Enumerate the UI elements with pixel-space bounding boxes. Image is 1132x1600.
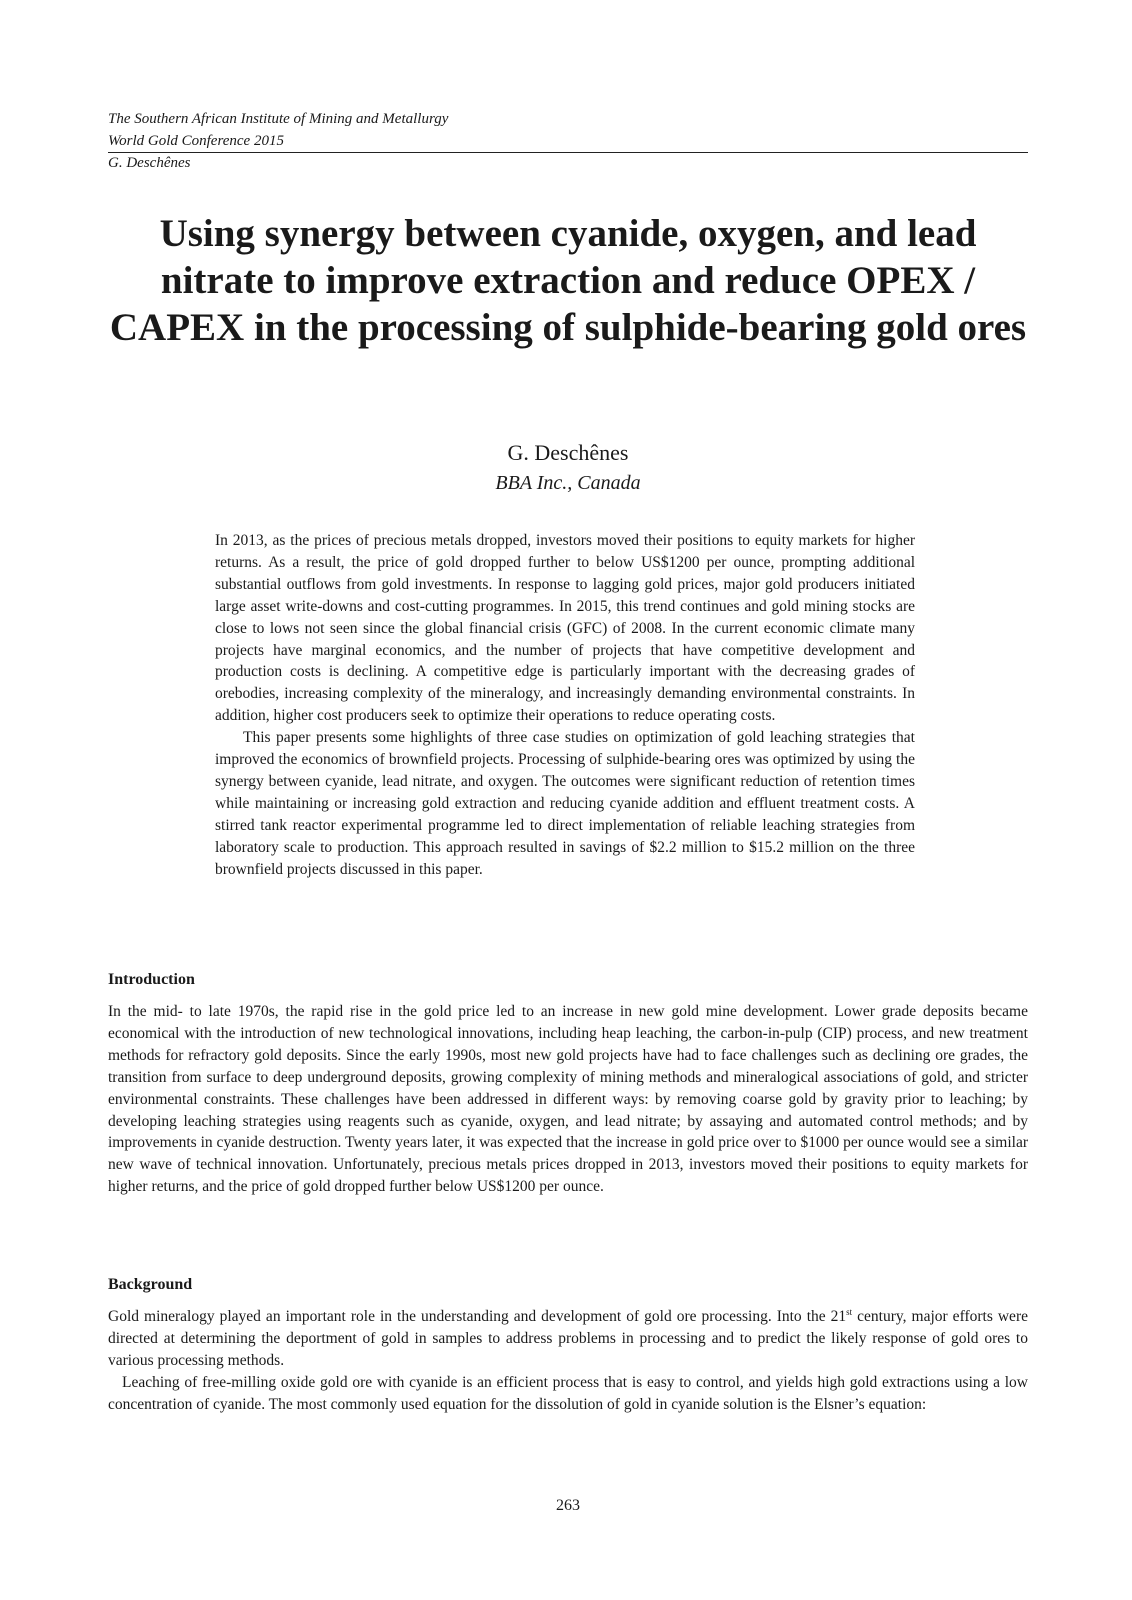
author-affiliation: BBA Inc., Canada	[495, 472, 641, 494]
abstract	[215, 530, 915, 881]
background-paragraph-1-text-a: Gold mineralogy played an important role in the understanding and development of gold ore processing. Into the 21	[108, 1308, 847, 1325]
running-header	[108, 108, 1028, 174]
introduction-body	[108, 1001, 1028, 1198]
header-author: G. Deschênes	[108, 155, 191, 171]
header-rule	[108, 152, 1028, 153]
header-institute: The Southern African Institute of Mining and Metallurgy	[108, 111, 449, 127]
introduction-paragraph-1: In the mid- to late 1970s, the rapid rise in the gold price led to an increase in new gold mine development. Lower grade deposits became economical with the introduction of new technological innovations, including heap leaching, the carbon-in-pulp (CIP) process, and new treatment methods for refractory gold deposits. Since the early 1990s, most new gold projects have had to face challenges such as declining ore grades, the transition from surface to deep underground deposits, growing complexity of mining methods and mineralogical associations of gold, and stricter environmental constraints. These challenges have been addressed in different ways: by removing coarse gold by gravity prior to leaching; by developing leaching strategies using reagents such as cyanide, oxygen, and lead nitrate; by assaying and automated control methods; and by improvements in cyanide destruction. Twenty years later, it was expected that the increase in gold price over to $1000 per ounce would see a similar new wave of technical innovation. Unfortunately, precious metals prices dropped in 2013, investors moved their positions to equity markets for higher returns, and the price of gold dropped further below US$1200 per ounce.	[108, 1003, 1028, 1196]
background-paragraph-1	[108, 1306, 1028, 1372]
background-paragraph-2: Leaching of free-milling oxide gold ore with cyanide is an efficient process that is easy to control, and yields high gold extractions using a low concentration of cyanide. The most commonly used equation for the dissolution of gold in cyanide solution is the Elsner’s equation:	[108, 1373, 1028, 1413]
background-body	[108, 1306, 1028, 1416]
background-paragraph-1-text-b: century, major efforts were directed at determining the deportment of gold in samples to address problems in processing and to predict the likely response of gold ores to various processing methods.	[108, 1308, 1028, 1369]
background-heading: Background	[108, 1276, 193, 1293]
abstract-paragraph-1: In 2013, as the prices of precious metals dropped, investors moved their positions to equity markets for higher returns. As a result, the price of gold dropped further to below US$1200 per ounce, prompting additional substantial outflows from gold investments. In response to lagging gold prices, major gold producers initiated large asset write-downs and cost-cutting programmes. In 2015, this trend continues and gold mining stocks are close to lows not seen since the global financial crisis (GFC) of 2008. In the current economic climate many projects have marginal economics, and the number of projects that have competitive development and production costs is declining. A competitive edge is particularly important with the decreasing grades of orebodies, increasing complexity of the mineralogy, and increasingly demanding environmental constraints. In addition, higher cost producers seek to optimize their operations to reduce operating costs.	[215, 532, 915, 725]
author-name: G. Deschênes	[507, 440, 629, 465]
header-conference: World Gold Conference 2015	[108, 133, 284, 149]
introduction-heading: Introduction	[108, 971, 195, 988]
abstract-paragraph-2: This paper presents some highlights of three case studies on optimization of gold leaching strategies that improved the economics of brownfield projects. Processing of sulphide-bearing ores was optimized by using the synergy between cyanide, lead nitrate, and oxygen. The outcomes were significant reduction of retention times while maintaining or increasing gold extraction and reducing cyanide addition and effluent treatment costs. A stirred tank reactor experimental programme led to direct implementation of reliable leaching strategies from laboratory scale to production. This approach resulted in savings of $2.2 million to $15.2 million on the three brownfield projects discussed in this paper.	[215, 729, 915, 878]
paper-title: Using synergy between cyanide, oxygen, and lead nitrate to improve extraction and reduce OPEX / CAPEX in the processing of sulphide-bearing gold ores	[109, 212, 1027, 349]
page-number: 263	[556, 1497, 580, 1514]
ordinal-superscript: st	[846, 1306, 853, 1317]
